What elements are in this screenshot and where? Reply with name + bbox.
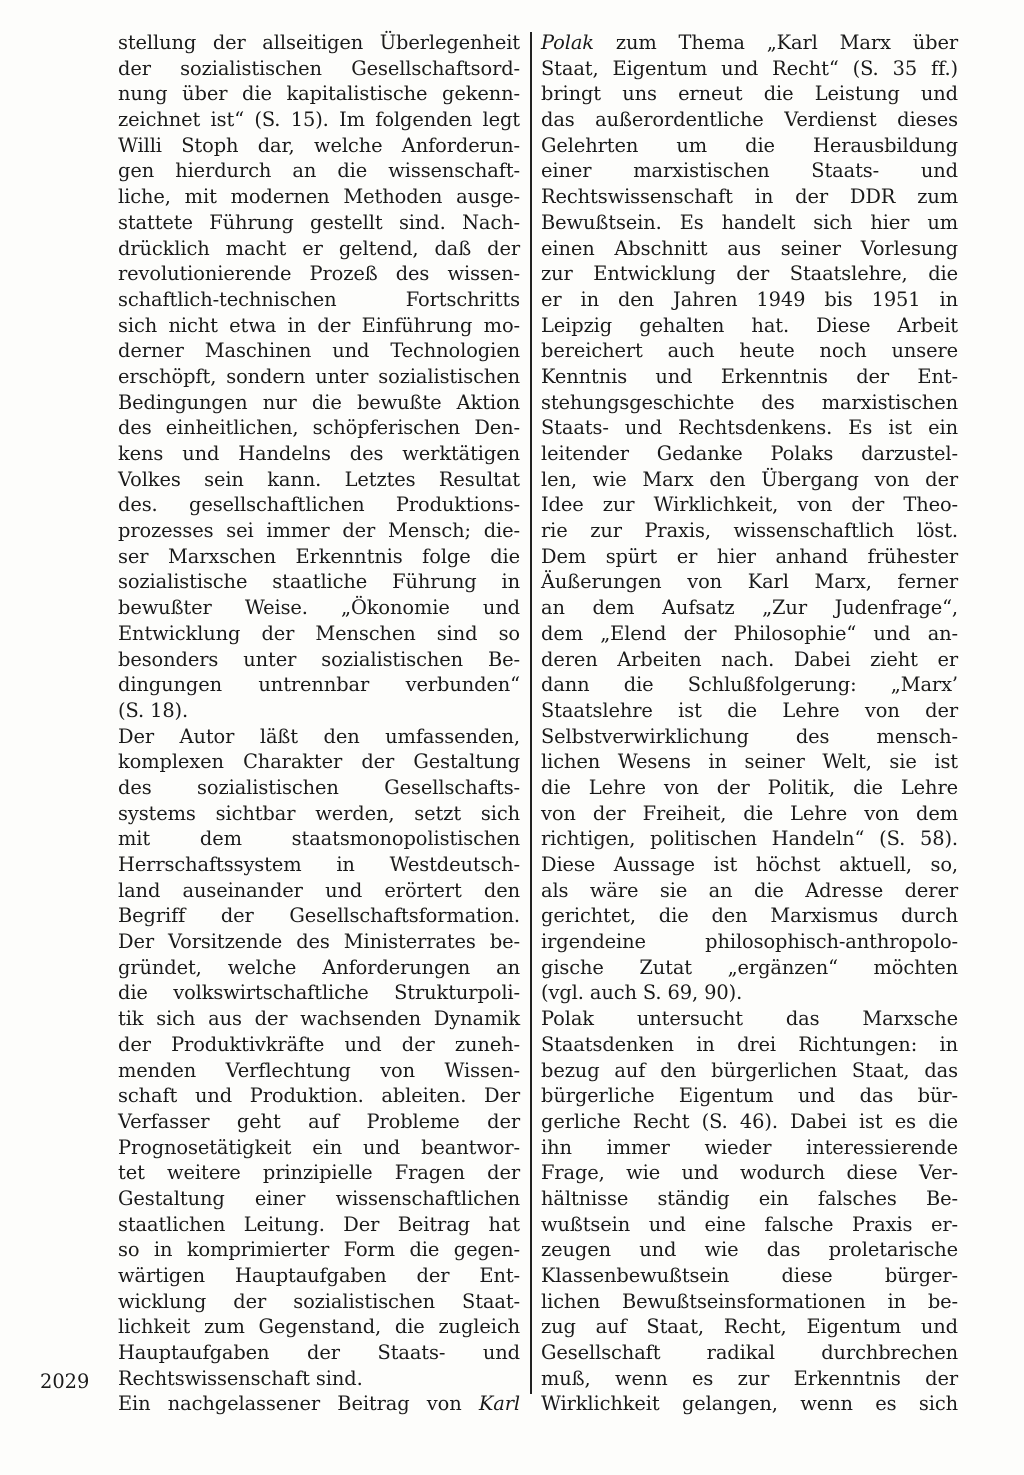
text-segment: stattete Führung gestellt sind. Nach- — [118, 210, 520, 234]
text-segment: Prognosetätigkeit ein und beantwor- — [118, 1135, 520, 1159]
text-line — [118, 1006, 520, 1032]
text-segment: lichkeit zum Gegenstand, die zugleich — [118, 1315, 520, 1339]
text-line — [118, 107, 520, 133]
text-line — [118, 621, 520, 647]
text-line — [118, 158, 520, 184]
text-segment: einen Abschnitt aus seiner Vorlesung — [541, 236, 958, 260]
text-line — [118, 338, 520, 364]
italic-text-segment: Polak — [541, 31, 594, 54]
text-line — [118, 1391, 520, 1417]
text-segment: bringt uns erneut die Leistung und — [541, 82, 958, 106]
text-line — [541, 81, 958, 107]
column-divider — [530, 32, 532, 1394]
text-line — [118, 133, 520, 159]
text-line — [118, 1083, 520, 1109]
text-segment: kens und Handelns des werktätigen — [118, 442, 520, 465]
text-segment: prozesses sei immer der Mensch; die- — [118, 519, 520, 543]
text-line — [118, 184, 520, 210]
left-column — [118, 30, 520, 1417]
text-line — [118, 415, 520, 441]
text-segment: des. gesellschaftlichen Produktions- — [118, 493, 520, 517]
text-line — [541, 518, 958, 544]
text-segment: bezug auf den bürgerlichen Staat, das — [541, 1058, 958, 1082]
text-segment: rie zur Praxis, wissenschaftlich löst. — [541, 519, 958, 543]
text-segment: der sozialistischen Gesellschaftsord- — [118, 56, 520, 80]
text-segment: Gesellschaft radikal durchbrechen — [541, 1341, 958, 1365]
text-segment: stellung der allseitigen Überlegenheit — [118, 31, 520, 54]
text-line — [541, 1160, 958, 1186]
text-line — [118, 544, 520, 570]
text-line — [118, 30, 520, 56]
text-line — [541, 210, 958, 236]
text-line — [541, 980, 958, 1006]
text-line — [118, 1160, 520, 1186]
text-line — [118, 467, 520, 493]
text-line — [541, 287, 958, 313]
text-line — [541, 1289, 958, 1315]
text-line — [541, 1135, 958, 1161]
text-segment: len, wie Marx den Übergang von der — [541, 467, 958, 491]
text-segment: zeugen und wie das proletarische — [541, 1238, 958, 1262]
text-segment: Entwicklung der Menschen sind so — [118, 621, 520, 645]
text-segment: zeichnet ist“ (S. 15). Im folgenden legt — [118, 108, 520, 132]
text-segment: deren Arbeiten nach. Dabei zieht er — [541, 647, 958, 671]
text-line — [541, 467, 958, 493]
text-line — [541, 30, 958, 56]
text-line — [118, 1212, 520, 1238]
text-segment: hältnisse ständig ein falsches Be- — [541, 1186, 958, 1210]
text-line — [541, 313, 958, 339]
text-segment: wärtigen Hauptaufgaben der Ent- — [118, 1264, 520, 1287]
text-segment: Ein nachgelassener Beitrag von — [118, 1392, 479, 1416]
text-line — [541, 852, 958, 878]
text-line — [541, 621, 958, 647]
text-line — [118, 287, 520, 313]
text-segment: Staatslehre ist die Lehre von der — [541, 698, 958, 722]
text-segment: bewußter Weise. „Ökonomie und — [118, 596, 520, 620]
text-segment: Bewußtsein. Es handelt sich hier um — [541, 210, 958, 234]
text-line — [541, 1006, 958, 1032]
text-line — [118, 56, 520, 82]
text-segment: dingungen untrennbar verbunden“ — [118, 673, 520, 697]
text-segment: als wäre sie an die Adresse derer — [541, 878, 958, 902]
text-segment: Bedingungen nur die bewußte Aktion — [118, 390, 520, 414]
text-line — [541, 929, 958, 955]
text-segment: ihn immer wieder interessierende — [541, 1135, 958, 1159]
text-line — [118, 1263, 520, 1289]
text-segment: zum Thema „Karl Marx über — [593, 31, 958, 54]
text-line — [118, 390, 520, 416]
text-line — [118, 672, 520, 698]
text-line — [541, 1366, 958, 1392]
text-segment: Gelehrten um die Herausbildung — [541, 133, 958, 157]
text-segment: derner Maschinen und Technologien — [118, 339, 520, 363]
text-line — [541, 698, 958, 724]
text-line — [118, 1237, 520, 1263]
text-line — [118, 852, 520, 878]
text-segment: Der Vorsitzende des Ministerrates be- — [118, 930, 520, 954]
text-segment: Rechtswissenschaft sind. — [118, 1366, 363, 1390]
text-line — [118, 261, 520, 287]
text-segment: besonders unter sozialistischen Be- — [118, 647, 520, 671]
text-line — [118, 929, 520, 955]
text-line — [118, 1032, 520, 1058]
text-line — [541, 544, 958, 570]
text-segment: Leipzig gehalten hat. Diese Arbeit — [541, 313, 958, 337]
text-segment: revolutionierende Prozeß des wissen- — [118, 262, 520, 286]
text-line — [118, 1058, 520, 1084]
text-segment: leitender Gedanke Polaks darzustel- — [541, 442, 958, 465]
text-segment: lichen Bewußtseinsformationen in be- — [541, 1289, 958, 1313]
text-line — [118, 647, 520, 673]
text-segment: Idee zur Wirklichkeit, von der Theo- — [541, 493, 958, 517]
text-segment: tet weitere prinzipielle Fragen der — [118, 1161, 520, 1185]
text-line — [541, 236, 958, 262]
text-segment: staatlichen Leitung. Der Beitrag hat — [118, 1212, 520, 1236]
text-segment: tik sich aus der wachsenden Dynamik — [118, 1007, 520, 1031]
text-line — [541, 878, 958, 904]
text-line — [541, 1314, 958, 1340]
text-line — [118, 364, 520, 390]
text-line — [118, 801, 520, 827]
text-line — [541, 1212, 958, 1238]
text-line — [541, 1391, 958, 1417]
text-line — [541, 647, 958, 673]
text-line — [541, 1109, 958, 1135]
text-segment: die volkswirtschaftliche Strukturpoli- — [118, 981, 520, 1005]
text-segment: Staats- und Rechtsdenkens. Es ist ein — [541, 416, 958, 440]
text-segment: Kenntnis und Erkenntnis der Ent- — [541, 364, 958, 388]
text-segment: des einheitlichen, schöpferischen Den- — [118, 416, 520, 440]
text-segment: sozialistische staatliche Führung in — [118, 570, 520, 594]
text-segment: liche, mit modernen Methoden ausge- — [118, 185, 520, 209]
text-segment: mit dem staatsmonopolistischen — [118, 827, 520, 851]
text-segment: irgendeine philosophisch-anthropolo- — [541, 930, 958, 954]
text-line — [118, 236, 520, 262]
text-segment: Staatsdenken in drei Richtungen: in — [541, 1032, 958, 1056]
right-column — [541, 30, 958, 1417]
text-segment: Wirklichkeit gelangen, wenn es sich — [541, 1392, 958, 1416]
text-segment: Staat, Eigentum und Recht“ (S. 35 ff.) — [541, 56, 958, 80]
text-segment: Diese Aussage ist höchst aktuell, so, — [541, 853, 958, 876]
text-segment: Hauptaufgaben der Staats- und — [118, 1341, 520, 1365]
text-segment: Gestaltung einer wissenschaftlichen — [118, 1186, 520, 1210]
text-line — [118, 81, 520, 107]
text-segment: gische Zutat „ergänzen“ möchten — [541, 955, 958, 979]
text-line — [541, 1263, 958, 1289]
text-segment: an dem Aufsatz „Zur Judenfrage“, — [541, 596, 958, 620]
text-line — [118, 492, 520, 518]
italic-text-segment: Karl — [478, 1392, 520, 1416]
text-segment: wußtsein und eine falsche Praxis er- — [541, 1212, 958, 1236]
text-line — [541, 338, 958, 364]
text-segment: gründet, welche Anforderungen an — [118, 955, 520, 979]
text-line — [118, 698, 520, 724]
text-segment: Herrschaftssystem in Westdeutsch- — [118, 853, 520, 876]
text-line — [541, 955, 958, 981]
text-segment: schaft und Produktion. ableiten. Der — [118, 1084, 520, 1108]
text-line — [541, 903, 958, 929]
text-line — [118, 1135, 520, 1161]
text-segment: zug auf Staat, Recht, Eigentum und — [541, 1315, 958, 1339]
text-segment: wicklung der sozialistischen Staat- — [118, 1289, 520, 1313]
text-line — [541, 364, 958, 390]
text-segment: Äußerungen von Karl Marx, ferner — [541, 570, 958, 594]
text-segment: richtigen, politischen Handeln“ (S. 58). — [541, 827, 958, 851]
text-line — [541, 1083, 958, 1109]
text-segment: Verfasser geht auf Probleme der — [118, 1109, 520, 1133]
text-line — [541, 826, 958, 852]
text-segment: gen hierdurch an die wissenschaft- — [118, 159, 520, 183]
text-segment: sich nicht etwa in der Einführung mo- — [118, 313, 520, 337]
text-segment: (vgl. auch S. 69, 90). — [541, 981, 743, 1005]
text-line — [118, 595, 520, 621]
text-segment: die Lehre von der Politik, die Lehre — [541, 775, 958, 799]
text-segment: von der Freiheit, die Lehre von dem — [541, 801, 958, 825]
text-segment: zur Entwicklung der Staatslehre, die — [541, 262, 958, 286]
text-segment: Volkes sein kann. Letztes Resultat — [118, 467, 520, 491]
text-line — [541, 724, 958, 750]
text-line — [118, 1366, 520, 1392]
text-segment: drücklich macht er geltend, daß der — [118, 236, 520, 260]
text-line — [541, 1237, 958, 1263]
text-line — [118, 1314, 520, 1340]
text-segment: Selbstverwirklichung des mensch- — [541, 724, 958, 748]
text-segment: Begriff der Gesellschaftsformation. — [118, 904, 520, 928]
text-segment: dann die Schlußfolgerung: „Marx’ — [541, 673, 958, 697]
text-segment: des sozialistischen Gesellschafts- — [118, 775, 520, 799]
text-line — [541, 133, 958, 159]
text-segment: Rechtswissenschaft in der DDR zum — [541, 185, 958, 209]
text-segment: dem „Elend der Philosophie“ und an- — [541, 621, 958, 645]
text-line — [541, 1032, 958, 1058]
text-line — [118, 313, 520, 339]
text-line — [541, 415, 958, 441]
text-line — [541, 749, 958, 775]
text-line — [118, 980, 520, 1006]
text-line — [541, 107, 958, 133]
text-line — [541, 672, 958, 698]
text-segment: Dem spürt er hier anhand frühester — [541, 544, 958, 568]
text-line — [118, 518, 520, 544]
text-line — [541, 184, 958, 210]
text-line — [118, 826, 520, 852]
text-segment: menden Verflechtung von Wissen- — [118, 1058, 520, 1082]
text-segment: Klassenbewußtsein diese bürger- — [541, 1264, 958, 1287]
text-line — [118, 210, 520, 236]
text-segment: stehungsgeschichte des marxistischen — [541, 390, 958, 414]
text-line — [118, 724, 520, 750]
text-segment: gerichtet, die den Marxismus durch — [541, 904, 958, 928]
text-line — [118, 955, 520, 981]
text-line — [541, 1058, 958, 1084]
text-line — [541, 595, 958, 621]
text-line — [118, 1340, 520, 1366]
text-line — [118, 1109, 520, 1135]
text-segment: Polak untersucht das Marxsche — [541, 1007, 958, 1031]
text-segment: muß, wenn es zur Erkenntnis der — [541, 1366, 958, 1390]
text-line — [118, 441, 520, 467]
text-segment: nung über die kapitalistische gekenn- — [118, 82, 520, 106]
text-line — [541, 441, 958, 467]
text-segment: systems sichtbar werden, setzt sich — [118, 801, 520, 825]
text-segment: lichen Wesens in seiner Welt, sie ist — [541, 750, 958, 774]
text-segment: ser Marxschen Erkenntnis folge die — [118, 544, 520, 568]
text-line — [541, 1186, 958, 1212]
text-segment: (S. 18). — [118, 698, 189, 722]
text-segment: er in den Jahren 1949 bis 1951 in — [541, 287, 958, 311]
text-line — [541, 158, 958, 184]
text-segment: einer marxistischen Staats- und — [541, 159, 958, 183]
text-line — [118, 878, 520, 904]
text-segment: Der Autor läßt den umfassenden, — [118, 724, 520, 748]
text-line — [118, 1289, 520, 1315]
text-segment: gerliche Recht (S. 46). Dabei ist es die — [541, 1109, 958, 1133]
text-segment: schaftlich-technischen Fortschritts — [118, 287, 520, 311]
text-segment: der Produktivkräfte und der zuneh- — [118, 1032, 520, 1056]
text-segment: Frage, wie und wodurch diese Ver- — [541, 1161, 958, 1185]
page-number: 2029 — [40, 1370, 90, 1393]
text-line — [118, 1186, 520, 1212]
text-segment: erschöpft, sondern unter sozialistischen — [118, 364, 520, 388]
text-segment: Willi Stoph dar, welche Anforderun- — [118, 133, 520, 157]
text-segment: das außerordentliche Verdienst dieses — [541, 108, 958, 132]
text-line — [541, 390, 958, 416]
text-segment: bereichert auch heute noch unsere — [541, 339, 958, 363]
text-line — [118, 569, 520, 595]
text-line — [118, 749, 520, 775]
text-line — [541, 261, 958, 287]
text-segment: komplexen Charakter der Gestaltung — [118, 750, 520, 774]
text-line — [541, 1340, 958, 1366]
text-segment: bürgerliche Eigentum und das bür- — [541, 1084, 958, 1108]
text-line — [118, 775, 520, 801]
text-line — [541, 801, 958, 827]
text-line — [118, 903, 520, 929]
text-line — [541, 775, 958, 801]
text-line — [541, 56, 958, 82]
text-segment: so in komprimierter Form die gegen- — [118, 1238, 520, 1262]
text-segment: land auseinander und erörtert den — [118, 878, 520, 902]
text-line — [541, 492, 958, 518]
text-line — [541, 569, 958, 595]
